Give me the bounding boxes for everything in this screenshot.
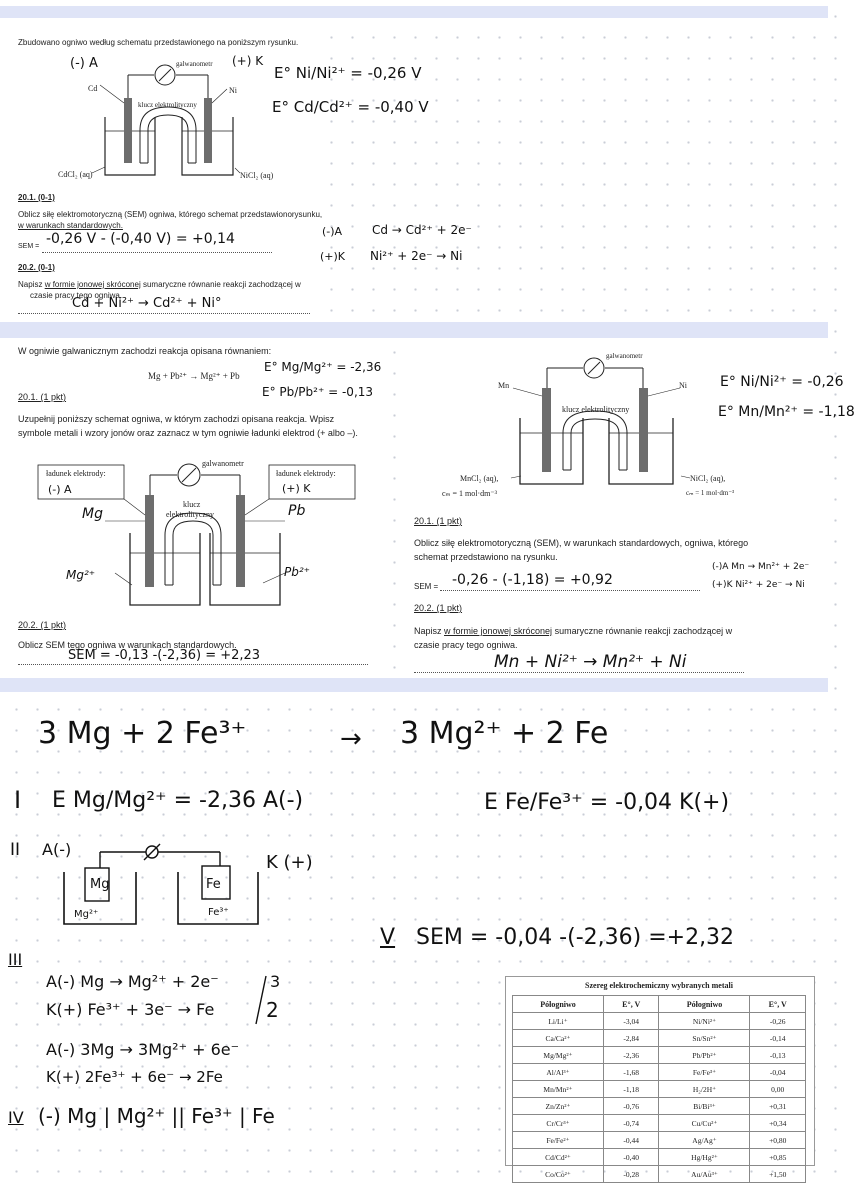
standard-potential: -0,26 bbox=[750, 1013, 806, 1030]
half-cell: Co/Co²⁺ bbox=[513, 1166, 604, 1183]
task1-q2-text-pre: Napisz bbox=[18, 280, 45, 289]
task2-q1-number: 20.1. (1 pkt) bbox=[18, 392, 67, 402]
task2-right-box-label: ładunek elektrody: bbox=[276, 469, 336, 478]
standard-potential: -0,14 bbox=[750, 1030, 806, 1047]
task1-half-a-eq: Cd → Cd²⁺ + 2e⁻ bbox=[372, 223, 472, 237]
task2-right-charge: (+) K bbox=[282, 482, 311, 495]
half-cell: Cu/Cu²⁺ bbox=[659, 1115, 750, 1132]
task3-q2-number: 20.2. (1 pkt) bbox=[414, 603, 463, 613]
task2-left-metal: Mg bbox=[82, 506, 103, 522]
half-cell: Pb/Pb²⁺ bbox=[659, 1047, 750, 1064]
standard-potential: -3,04 bbox=[604, 1013, 659, 1030]
notes-step2-right-ion: Fe³⁺ bbox=[208, 907, 229, 918]
task3-q1-answer: -0,26 - (-1,18) = +0,92 bbox=[452, 572, 613, 588]
notes-step3-mult2: 2 bbox=[266, 998, 279, 1022]
task1-q1-number: 20.1. (0-1) bbox=[18, 193, 55, 202]
standard-potential: -2,84 bbox=[604, 1030, 659, 1047]
task1-anode-sign: (-) A bbox=[70, 56, 98, 71]
task2-bridge-label-2: elektrolityczny bbox=[166, 510, 214, 519]
task1-half-a-label: (-)A bbox=[322, 225, 343, 238]
task2-q1-text-2: symbole metali i wzory jonów oraz zaznacz w tym ogniwie ładunki elektrod (+ albo –). bbox=[18, 428, 358, 438]
table-row bbox=[513, 1013, 806, 1030]
task2-pot-mg: E° Mg/Mg²⁺ = -2,36 bbox=[264, 360, 382, 374]
task3-q2-text-pre: Napisz bbox=[414, 626, 445, 636]
task3-q1-answer-line bbox=[440, 590, 700, 591]
notes-main-eq-left: 3 Mg + 2 Fe³⁺ bbox=[38, 716, 247, 751]
task2-q2-text: Oblicz SEM tego ogniwa w warunkach standardowych. bbox=[18, 640, 237, 650]
notes-step3-a2: A(-) 3Mg → 3Mg²⁺ + 6e⁻ bbox=[46, 1040, 240, 1059]
table-row bbox=[513, 1149, 806, 1166]
task3-right-metal: Ni bbox=[679, 381, 687, 390]
task3-right-solution: NiCl₂ (aq), bbox=[690, 474, 726, 483]
task3-q1-text-1: Oblicz siłę elektromotoryczną (SEM), w warunkach standardowych, ogniwa, którego bbox=[414, 538, 749, 548]
task3-left-solution: MnCl₂ (aq), bbox=[460, 474, 499, 483]
task1-intro: Zbudowano ogniwo według schematu przedstawionego na poniższym rysunku. bbox=[18, 38, 299, 47]
half-cell: Ag/Ag⁺ bbox=[659, 1132, 750, 1149]
task3-half-k: (+)K Ni²⁺ + 2e⁻ → Ni bbox=[712, 580, 805, 590]
notes-step2-left-ion: Mg²⁺ bbox=[74, 909, 99, 920]
task3-bridge-label: klucz elektrolityczny bbox=[562, 405, 630, 414]
table-row bbox=[513, 1030, 806, 1047]
task1-q1-text-1: Oblicz siłę elektromotoryczną (SEM) ogniwa, którego schemat przedstawionorysunku, bbox=[18, 210, 323, 219]
task2-q2-answer: SEM = -0,13 -(-2,36) = +2,23 bbox=[68, 648, 261, 663]
half-cell: Au/Au³⁺ bbox=[659, 1166, 750, 1183]
half-cell: Fe/Fe³⁺ bbox=[659, 1064, 750, 1081]
task3-left-conc: cₘ = 1 mol·dm⁻³ bbox=[442, 489, 497, 498]
half-cell: Mn/Mn²⁺ bbox=[513, 1081, 604, 1098]
notes-step3-a1: A(-) Mg → Mg²⁺ + 2e⁻ bbox=[46, 972, 219, 991]
notes-main-eq-arrow: → bbox=[340, 724, 362, 754]
task1-q2-text-ul: w formie jonowej skróconej bbox=[44, 280, 141, 289]
task1-cathode-sign: (+) K bbox=[232, 54, 264, 68]
half-cell: Li/Li⁺ bbox=[513, 1013, 604, 1030]
standard-potential: -0,28 bbox=[604, 1166, 659, 1183]
task3-q2-answer-line bbox=[414, 672, 744, 673]
standard-potential: -0,74 bbox=[604, 1115, 659, 1132]
table-row bbox=[513, 1081, 806, 1098]
task2-q1-text-1: Uzupełnij poniższy schemat ogniwa, w którym zachodzi opisana reakcja. Wpisz bbox=[18, 414, 335, 424]
task1-galvanometer-label: galwanometr bbox=[176, 60, 213, 68]
standard-potential: +0,85 bbox=[750, 1149, 806, 1166]
standard-potential: -0,13 bbox=[750, 1047, 806, 1064]
task2-right-ion: Pb²⁺ bbox=[284, 565, 310, 579]
task3-q1-text-2: schemat przedstawiono na rysunku. bbox=[414, 552, 558, 562]
task1-potential-cd: E° Cd/Cd²⁺ = -0,40 V bbox=[272, 98, 429, 116]
task1-q2-answer-line bbox=[18, 313, 310, 314]
table-row bbox=[513, 1098, 806, 1115]
task3-pot-ni: E° Ni/Ni²⁺ = -0,26 bbox=[720, 374, 844, 390]
task3-galvanometer-label: galwanometr bbox=[606, 352, 643, 360]
task2-intro: W ogniwie galwanicznym zachodzi reakcja opisana równaniem: bbox=[18, 346, 272, 356]
notes-step3-mult1: 3 bbox=[270, 972, 281, 991]
half-cell: Zn/Zn²⁺ bbox=[513, 1098, 604, 1115]
half-cell: Mg/Mg²⁺ bbox=[513, 1047, 604, 1064]
standard-potential: +0,80 bbox=[750, 1132, 806, 1149]
standard-potential: -2,36 bbox=[604, 1047, 659, 1064]
task2-reaction: Mg + Pb²⁺ → Mg²⁺ + Pb bbox=[148, 371, 240, 381]
task3-right-conc: cₘ = 1 mol·dm⁻³ bbox=[686, 489, 735, 497]
task3-q2-text-post: sumaryczne równanie reakcji zachodzącej w bbox=[552, 626, 733, 636]
es-table-header-row bbox=[513, 996, 806, 1013]
notes-step5-label: V bbox=[380, 925, 396, 950]
table-row bbox=[513, 1115, 806, 1132]
es-header-cell: E°, V bbox=[604, 996, 659, 1013]
task1-half-k-eq: Ni²⁺ + 2e⁻ → Ni bbox=[370, 249, 463, 263]
es-table bbox=[512, 995, 806, 1183]
half-cell: Hg/Hg²⁺ bbox=[659, 1149, 750, 1166]
task2-left-box-label: ładunek elektrody: bbox=[46, 469, 106, 478]
standard-potential: 0,00 bbox=[750, 1081, 806, 1098]
notes-step2-anode: A(-) bbox=[42, 840, 72, 859]
task1-q1-answer-line bbox=[42, 252, 272, 253]
standard-potential: -1,68 bbox=[604, 1064, 659, 1081]
notes-step3-k1: K(+) Fe³⁺ + 3e⁻ → Fe bbox=[46, 1000, 215, 1019]
task2-q2-answer-line bbox=[18, 664, 368, 665]
half-cell: Cd/Cd²⁺ bbox=[513, 1149, 604, 1166]
es-header-cell: E°, V bbox=[750, 996, 806, 1013]
notes-step2-cathode: K (+) bbox=[266, 852, 313, 873]
task1-left-solution: CdCl₂ (aq) bbox=[58, 170, 93, 179]
standard-potential: +1,50 bbox=[750, 1166, 806, 1183]
task1-q2-number: 20.2. (0-1) bbox=[18, 263, 55, 272]
task3-q2-text bbox=[414, 626, 732, 636]
task2-left-charge: (-) A bbox=[48, 483, 72, 496]
notes-step2-left-metal: Mg bbox=[90, 877, 110, 892]
task1-half-k-label: (+)K bbox=[320, 250, 346, 263]
standard-potential: +0,31 bbox=[750, 1098, 806, 1115]
notes-step2-label: II bbox=[10, 840, 21, 860]
es-header-cell: Półogniwo bbox=[513, 996, 604, 1013]
notes-step4-eq: (-) Mg | Mg²⁺ || Fe³⁺ | Fe bbox=[38, 1104, 275, 1128]
task3-cell-diagram bbox=[485, 348, 725, 498]
table-row bbox=[513, 1166, 806, 1183]
half-cell: Bi/Bi³⁺ bbox=[659, 1098, 750, 1115]
task1-q1-answer: -0,26 V - (-0,40 V) = +0,14 bbox=[46, 231, 235, 247]
task2-q2-number: 20.2. (1 pkt) bbox=[18, 620, 67, 630]
task1-potential-ni: E° Ni/Ni²⁺ = -0,26 V bbox=[274, 64, 422, 82]
task3-left-metal: Mn bbox=[498, 381, 510, 390]
task3-half-a: (-)A Mn → Mn²⁺ + 2e⁻ bbox=[712, 562, 810, 572]
task2-galvanometer-label: galwanometr bbox=[202, 459, 244, 468]
notes-step3-label: III bbox=[8, 950, 23, 969]
es-table-title: Szereg elektrochemiczny wybranych metali bbox=[585, 981, 733, 990]
top-band bbox=[0, 6, 828, 18]
task1-right-solution: NiCl₂ (aq) bbox=[240, 171, 274, 180]
task1-q2-text-2: czasie pracy tego ogniwa. bbox=[30, 291, 123, 300]
half-cell: Sn/Sn²⁺ bbox=[659, 1030, 750, 1047]
notes-step2-right-metal: Fe bbox=[206, 877, 221, 892]
half-cell: Ni/Ni²⁺ bbox=[659, 1013, 750, 1030]
task3-pot-mn: E° Mn/Mn²⁺ = -1,18 bbox=[718, 404, 855, 420]
task2-cell-diagram bbox=[35, 455, 365, 615]
task1-q2-text-post: sumaryczne równanie reakcji zachodzącej w bbox=[140, 280, 301, 289]
half-cell: Fe/Fe²⁺ bbox=[513, 1132, 604, 1149]
notes-step1-label: I bbox=[14, 786, 22, 814]
task3-q2-answer: Mn + Ni²⁺ → Mn²⁺ + Ni bbox=[494, 652, 687, 672]
half-cell: Cr/Cr³⁺ bbox=[513, 1115, 604, 1132]
task2-bridge-label-1: klucz bbox=[183, 500, 201, 509]
task1-q1-label: SEM = bbox=[18, 243, 40, 250]
task1-q2-text bbox=[18, 280, 301, 289]
notes-step5-eq: SEM = -0,04 -(-2,36) =+2,32 bbox=[416, 925, 735, 950]
standard-potential: -1,18 bbox=[604, 1081, 659, 1098]
standard-potential: +0,34 bbox=[750, 1115, 806, 1132]
task1-left-metal: Cd bbox=[88, 84, 98, 93]
task1-right-metal: Ni bbox=[229, 86, 237, 95]
notes-step1-mg: E Mg/Mg²⁺ = -2,36 A(-) bbox=[52, 788, 304, 813]
lower-band bbox=[0, 678, 828, 692]
standard-potential: -0,44 bbox=[604, 1132, 659, 1149]
mid-band bbox=[0, 322, 828, 338]
task2-pot-pb: E° Pb/Pb²⁺ = -0,13 bbox=[262, 385, 374, 399]
task3-q1-number: 20.1. (1 pkt) bbox=[414, 516, 463, 526]
standard-potential: -0,04 bbox=[750, 1064, 806, 1081]
task3-q2-text-ul: w formie jonowej skróconej bbox=[444, 626, 553, 636]
standard-potential: -0,76 bbox=[604, 1098, 659, 1115]
half-cell: H₂/2H⁺ bbox=[659, 1081, 750, 1098]
standard-potential: -0,40 bbox=[604, 1149, 659, 1166]
task1-bridge-label: klucz elektrolityczny bbox=[138, 101, 197, 109]
notes-main-eq-right: 3 Mg²⁺ + 2 Fe bbox=[400, 716, 609, 751]
task1-cell-diagram bbox=[55, 55, 270, 185]
task1-q1-text-2: w warunkach standardowych. bbox=[18, 221, 123, 230]
task3-q1-label: SEM = bbox=[414, 582, 439, 591]
task3-q2-text-2: czasie pracy tego ogniwa. bbox=[414, 640, 518, 650]
task2-right-metal: Pb bbox=[288, 503, 306, 519]
task1-q2-answer: Cd + Ni²⁺ → Cd²⁺ + Ni° bbox=[72, 296, 222, 311]
es-header-cell: Półogniwo bbox=[659, 996, 750, 1013]
notes-step3-k2: K(+) 2Fe³⁺ + 6e⁻ → 2Fe bbox=[46, 1068, 223, 1086]
notes-step1-fe: E Fe/Fe³⁺ = -0,04 K(+) bbox=[484, 790, 730, 815]
half-cell: Al/Al³⁺ bbox=[513, 1064, 604, 1081]
table-row bbox=[513, 1064, 806, 1081]
notes-step4-label: IV bbox=[8, 1108, 24, 1127]
task2-left-ion: Mg²⁺ bbox=[66, 568, 96, 582]
table-row bbox=[513, 1047, 806, 1064]
table-row bbox=[513, 1132, 806, 1149]
half-cell: Ca/Ca²⁺ bbox=[513, 1030, 604, 1047]
